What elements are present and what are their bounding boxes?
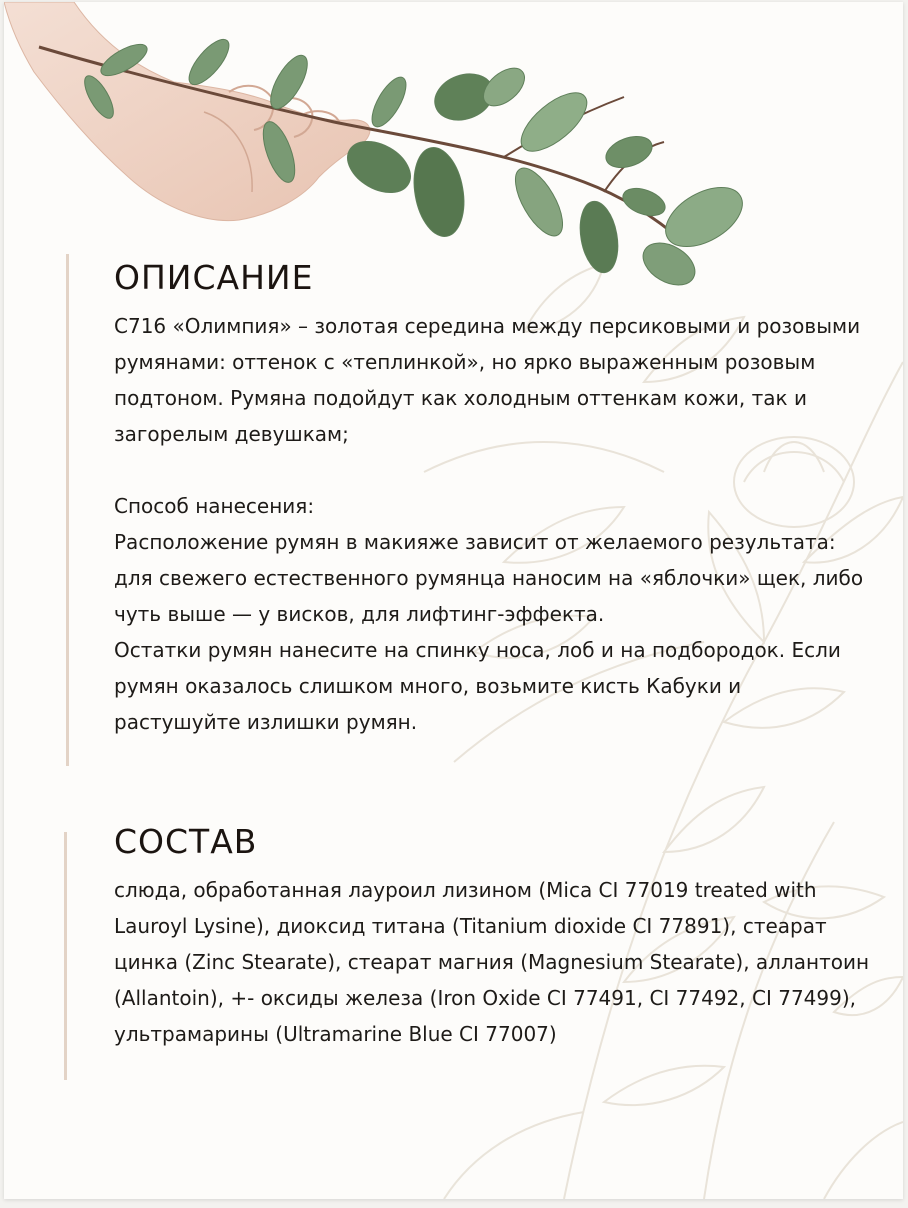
composition-text: слюда, обработанная лауроил лизином (Mica CI 77019 treated with Lauroyl Lysine), диоксид титана (Titanium dioxide CI 77891), стеарат цинка (Zinc Stearate), стеарат магния (Magnesium Stearate), аллантоин (Allantoin), +- оксиды железа (Iron Oxide CI 77491, CI 77492, CI 77499), ультрамарины (Ultramarine Blue CI 77007): [114, 878, 870, 1046]
description-title: ОПИСАНИЕ: [114, 258, 314, 297]
product-info-card: [4, 2, 903, 1199]
description-accent-line: [66, 254, 69, 766]
description-body: [114, 308, 874, 740]
hand-with-eucalyptus-branch-image: [4, 2, 764, 302]
application-method-text: Расположение румян в макияже зависит от желаемого результата: для свежего естественного румянца наносим на «яблочки» щек, либо чуть выше — у висков, для лифтинг-эффекта.: [114, 530, 864, 626]
application-leftover-text: Остатки румян нанесите на спинку носа, лоб и на подбородок. Если румян оказалось слишком много, возьмите кисть Кабуки и растушуйте излишки румян.: [114, 638, 841, 734]
application-method-heading: Способ нанесения:: [114, 494, 315, 518]
composition-accent-line: [64, 832, 67, 1080]
composition-title: СОСТАВ: [114, 822, 258, 861]
description-paragraph: С716 «Олимпия» – золотая середина между персиковыми и розовыми румянами: оттенок с «теплинкой», но ярко выраженным розовым подтоном. Румяна подойдут как холодным оттенкам кожи, так и загорелым девушкам;: [114, 314, 861, 446]
composition-body: [114, 872, 874, 1052]
